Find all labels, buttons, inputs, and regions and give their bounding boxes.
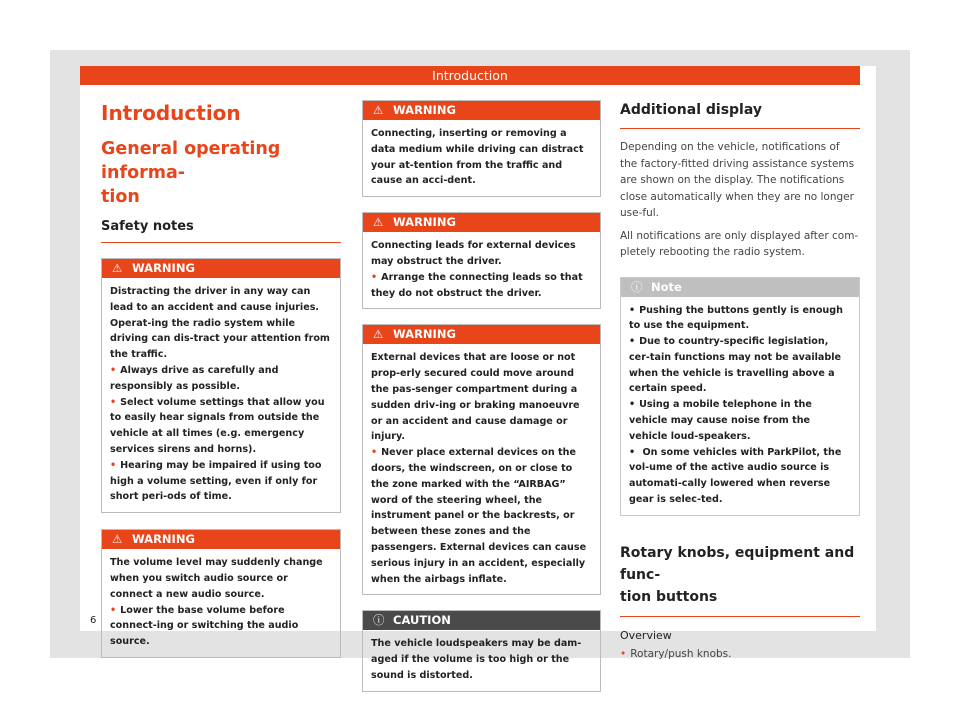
list-item — [629, 397, 851, 444]
bullet-text: Pushing the buttons gently is enough to use the equipment. — [629, 304, 843, 332]
warning-triangle-icon: ⚠ — [373, 103, 384, 117]
bullet-icon: • — [629, 399, 636, 411]
bullet-icon: • — [110, 396, 117, 408]
column-3 — [620, 85, 860, 662]
list-item — [110, 395, 332, 458]
bullet-text: Due to country-specific legislation, cer-tain functions may not be available when the vehicle is travelling above a certain speed. — [629, 336, 842, 395]
warning-body — [102, 278, 340, 512]
warning-label: WARNING — [393, 327, 456, 342]
warning-body — [102, 549, 340, 657]
warning-header — [363, 325, 600, 344]
subsection-title: Safety notes — [101, 219, 341, 243]
list-item — [110, 363, 332, 395]
caution-body — [363, 630, 600, 690]
warning-triangle-icon: ⚠ — [373, 215, 384, 230]
list-item — [371, 270, 592, 302]
bullet-icon: • — [620, 647, 627, 660]
bullet-text: Using a mobile telephone in the vehicle may cause noise from the vehicle loud-speakers. — [629, 399, 812, 442]
warning-body — [363, 120, 600, 196]
bullet-text: Lower the base volume before connect-ing or switching the audio source. — [110, 604, 299, 648]
bullet-icon: • — [371, 271, 378, 283]
warning-triangle-icon: ⚠ — [112, 261, 123, 275]
warning-box-1 — [101, 258, 341, 513]
warning-body — [363, 344, 600, 594]
bullet-text: Always drive as carefully and responsibly as possible. — [110, 364, 279, 392]
bullet-text: Hearing may be impaired if using too high a volume setting, even if only for short peri-ods of time. — [110, 459, 322, 503]
warning-box-4 — [362, 212, 601, 309]
list-item — [110, 603, 332, 650]
note-header — [621, 278, 859, 297]
bullet-icon: • — [110, 604, 117, 616]
caution-box — [362, 610, 601, 691]
warning-header — [363, 101, 600, 120]
bullet-icon: • — [629, 446, 636, 458]
bullet-text: Select volume settings that allow you to easily hear signals from outside the vehicle at all times (e.g. emergency services sirens and horns). — [110, 396, 325, 455]
column-2 — [362, 100, 601, 692]
section-title: General operating informa- tion — [101, 139, 281, 207]
warning-triangle-icon: ⚠ — [112, 532, 123, 547]
info-icon: ⓘ — [631, 279, 643, 294]
list-item — [110, 458, 332, 505]
warning-text: Connecting, inserting or removing a data medium while driving can distract your at-tention from the traffic and cause an acci-dent. — [371, 128, 584, 187]
bullet-icon: • — [110, 459, 117, 471]
warning-label: WARNING — [393, 215, 456, 230]
warning-label: WARNING — [132, 532, 195, 547]
chapter-title: Introduction — [101, 101, 241, 125]
page-number: 6 — [90, 615, 97, 626]
paragraph: Depending on the vehicle, notifications of the factory-fitted driving assistance systems are shown on the display. The notifications close automatically when they are no longer use-ful. — [620, 141, 855, 219]
warning-body — [363, 232, 600, 308]
warning-label: WARNING — [132, 261, 195, 275]
subsection-title: Rotary knobs, equipment and func- tion buttons — [620, 542, 860, 617]
bullet-text: Never place external devices on the doors, the windscreen, on or close to the zone marked with the “AIRBAG” word of the steering wheel, the instrument panel or the backrests, or between these zones and the passengers. External devices can cause serious injury in an accident, especially when the airbags inflate. — [371, 447, 587, 585]
warning-header — [102, 259, 340, 278]
warning-box-5 — [362, 324, 601, 595]
warning-text: The volume level may suddenly change when you switch audio source or connect a new audio source. — [110, 557, 323, 600]
column-1 — [101, 85, 341, 658]
list-item — [620, 646, 860, 663]
bullet-text: Arrange the connecting leads so that they do not obstruct the driver. — [371, 271, 583, 299]
warning-text: Distracting the driver in any way can lead to an accident and cause injuries. Operat-ing the radio system while driving can dis-tract your attention from the traffic. — [110, 286, 330, 361]
warning-header — [363, 213, 600, 232]
bullet-icon: • — [629, 304, 636, 316]
section-header: Introduction — [80, 66, 860, 85]
list-item — [629, 445, 851, 508]
warning-text: Connecting leads for external devices may obstruct the driver. — [371, 240, 576, 267]
bullet-text: Rotary/push knobs. — [630, 647, 732, 660]
note-body — [621, 297, 859, 515]
list-item — [629, 334, 851, 397]
caution-circle-icon: ⓘ — [373, 613, 385, 628]
note-label: Note — [651, 279, 682, 294]
warning-text: External devices that are loose or not prop-erly secured could move around the pas-senger compartment during a sudden driv-ing or braking manoeuvre or an accident and cause damage or injury. — [371, 352, 580, 443]
warning-box-2 — [101, 529, 341, 658]
caution-label: CAUTION — [393, 613, 451, 628]
bullet-text: On some vehicles with ParkPilot, the vol-ume of the active audio source is automati-cally lowered when reverse gear is selec-ted. — [629, 446, 842, 506]
subsection-title: Additional display — [620, 102, 860, 129]
bullet-icon: • — [371, 447, 378, 459]
note-box — [620, 277, 860, 516]
bullet-icon: • — [110, 364, 117, 376]
caution-text: The vehicle loudspeakers may be dam-aged if the volume is too high or the sound is distorted. — [371, 638, 582, 681]
overview-heading: Overview — [620, 628, 672, 642]
caution-header — [363, 611, 600, 630]
warning-box-3 — [362, 100, 601, 197]
list-item — [629, 303, 851, 335]
bullet-icon: • — [629, 336, 636, 348]
list-item — [371, 445, 592, 587]
warning-triangle-icon: ⚠ — [373, 327, 384, 342]
paragraph: All notifications are only displayed after com-pletely rebooting the radio system. — [620, 229, 859, 258]
warning-label: WARNING — [393, 103, 456, 117]
warning-header — [102, 530, 340, 549]
